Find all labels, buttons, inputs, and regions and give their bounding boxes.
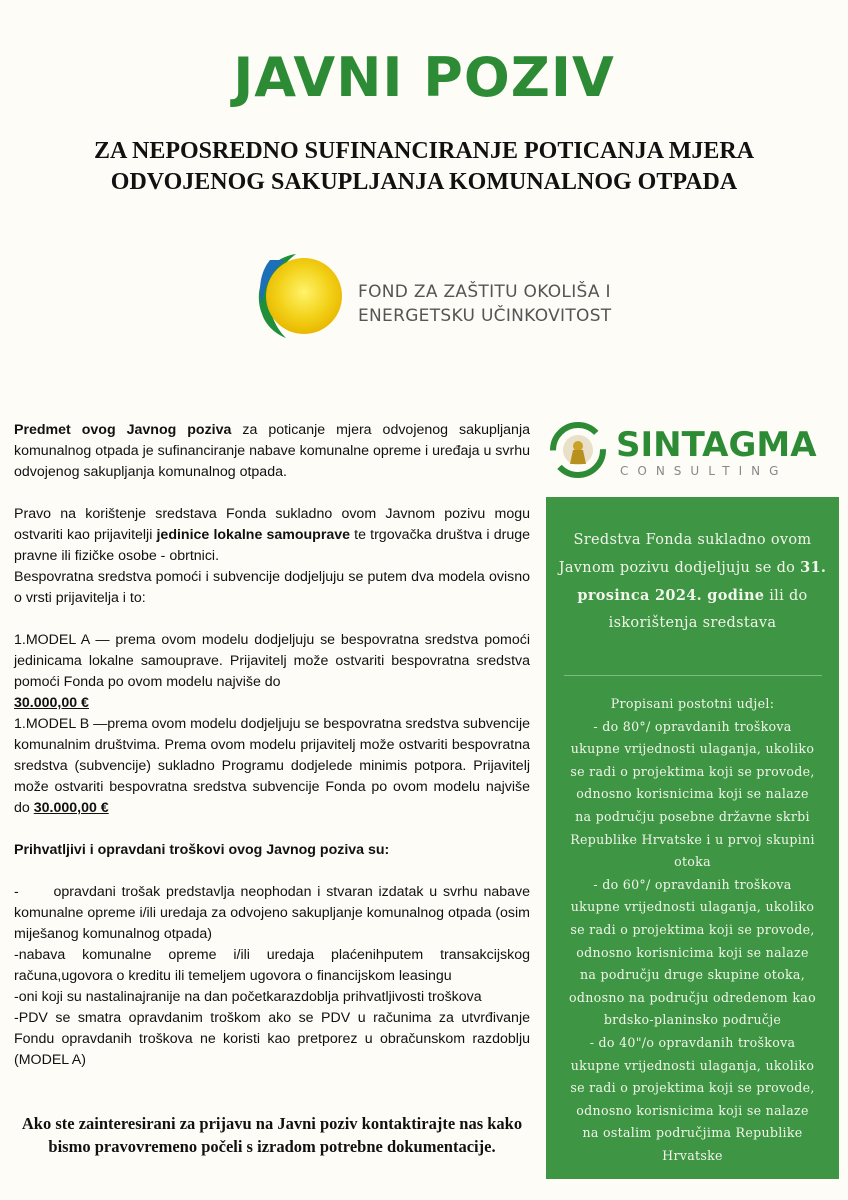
cost-item: -PDV se smatra opravdanim troškom ako se PDV u računima za utvrđivanje Fondu opravdanih troškova ne koristi kao pretporez u obračunskom razdoblju (MODEL A) <box>14 1010 530 1068</box>
subtitle-line-1: ZA NEPOSREDNO SUFINANCIRANJE POTICANJA MJERA <box>93 138 755 164</box>
eligibility-bold: jedinice lokalne samouprave <box>156 527 351 543</box>
intro-rest: za poticanje mjera odvojenog sakupljanja komunalnog otpada je sufinanciranje nabave komunalne opreme i uređaja u svrhu odvojenog sakupljanja komunalnog otpada. <box>14 422 530 480</box>
intro-paragraph <box>14 420 530 483</box>
eligibility-paragraph <box>14 504 530 567</box>
share-line: odnosno na području odredenom kao <box>569 989 816 1005</box>
share-line: se radi o projektima koji se provode, <box>570 921 815 937</box>
fund-logo-line-1: FOND ZA ZAŠTITU OKOLIŠA I <box>358 282 611 302</box>
share-line: odnosno korisnicima koji se nalaze <box>576 1102 809 1118</box>
share-line: otoka <box>674 854 711 870</box>
costs-heading: Prihvatljivi i opravdani troškovi ovog Javnog poziva su: <box>14 842 390 858</box>
eligibility-b: te trgovačka društva i druge pravne ili fizičke osobe - obrtnici. <box>14 527 530 564</box>
share-line: se radi o projektima koji se provode, <box>570 1080 815 1096</box>
deadline-bold: 31. prosinca 2024. godine <box>577 559 827 604</box>
models-intro: Bespovratna sredstva pomoći i subvencije dodjeljuju se putem dva modela ovisno o vrsti prijavitelja i to: <box>14 569 530 606</box>
sintagma-logo-icon <box>548 420 828 480</box>
deadline-text <box>546 527 839 637</box>
share-line: na području druge skupine otoka, <box>579 967 806 983</box>
share-text <box>546 693 839 1167</box>
share-line: ukupne vrijednosti ulaganja, ukoliko <box>570 1057 815 1073</box>
cost-item: -oni koji su nastalinajranije na dan početkarazdoblja prihvatljivosti troškova <box>14 989 482 1005</box>
page-title: JAVNI POZIV <box>233 46 615 109</box>
share-line: na ostalim područjima Republike <box>582 1125 803 1141</box>
model-a-text: 1.MODEL A — prema ovom modelu dodjeljuju se bespovratna sredstva pomoći jedinicama lokalne samouprave. Prijavitelj može ostvariti bespovratna sredstva pomoći Fonda po ovom modelu najviše do <box>14 632 530 690</box>
model-b-paragraph <box>14 714 530 819</box>
share-line: odnosno korisnicima koji se nalaze <box>576 944 809 960</box>
info-panel <box>546 497 839 1179</box>
cost-item: - opravdani trošak predstavlja neophodan i stvaran izdatak u svrhu nabave komunalne opreme i/ili uredaja za odvojeno sakupljanje komunalnog otpada (osim miješanog komunalnog otpada) <box>14 884 534 942</box>
share-line: se radi o projektima koji se provode, <box>570 763 815 779</box>
cost-item: -nabava komunalne opreme i/ili uredaja plaćenihputem transakcijskog računa,ugovora o kreditu ili temeljem ugovora o financijskom leasingu <box>14 947 530 984</box>
share-line: ukupne vrijednosti ulaganja, ukoliko <box>570 741 815 757</box>
share-line: na području posebne državne skrbi <box>575 808 810 824</box>
share-line: - do 60°/ opravdanih troškova <box>593 876 792 892</box>
share-line: ukupne vrijednosti ulaganja, ukoliko <box>570 899 815 915</box>
deadline-b: ili do iskorištenja sredstava <box>608 588 808 631</box>
eligibility-a: Pravo na korištenje sredstava Fonda sukladno ovom Javnom pozivu mogu ostvariti kao prijavitelji <box>14 506 530 543</box>
page-subtitle <box>40 136 808 198</box>
sintagma-sub: CONSULTING <box>620 464 788 478</box>
share-line: brdsko-planinsko područje <box>603 1012 782 1028</box>
model-b-amount: 30.000,00 € <box>33 800 109 816</box>
share-line: Propisani postotni udjel: <box>610 696 775 711</box>
subtitle-line-2: ODVOJENOG SAKUPLJANJA KOMUNALNOG OTPADA <box>110 169 738 195</box>
deadline-a: Sredstva Fonda sukladno ovom Javnom pozivu dodjeljuju se do <box>558 532 812 576</box>
share-line: Hrvatske <box>662 1147 723 1163</box>
model-b-text: 1.MODEL B —prema ovom modelu dodjeljuju se bespovratna sredstva subvencije komunalnim društvima. Prema ovom modelu prijavitelj može ostvariti bespovratna sredstva (subvencije) sukladno Programu dodjelede minimis potpora. Prijavitelj može ostvariti bespovratna sredstva subvencije Fonda po ovom modelu najviše do <box>14 716 531 816</box>
model-a-amount: 30.000,00 € <box>14 695 89 711</box>
fund-logo-line-2: ENERGETSKU UČINKOVITOST <box>358 306 612 326</box>
call-to-action: Ako ste zainteresirani za prijavu na Javni poziv kontaktirajte nas kako bismo pravovremeno počeli s izradom potrebne dokumentacije. <box>21 1114 523 1156</box>
body-text <box>14 420 534 1071</box>
share-line: - do 40"/o opravdanih troškova <box>589 1034 796 1050</box>
fund-logo-text <box>358 280 611 328</box>
panel-divider <box>564 675 822 676</box>
share-line: Republike Hrvatske i u prvoj skupini <box>570 831 815 847</box>
sintagma-name: SINTAGMA <box>616 425 817 465</box>
intro-bold: Predmet ovog Javnog poziva <box>14 422 232 438</box>
share-line: - do 80°/ opravdanih troškova <box>593 718 792 734</box>
share-line: odnosno korisnicima koji se nalaze <box>576 786 809 802</box>
